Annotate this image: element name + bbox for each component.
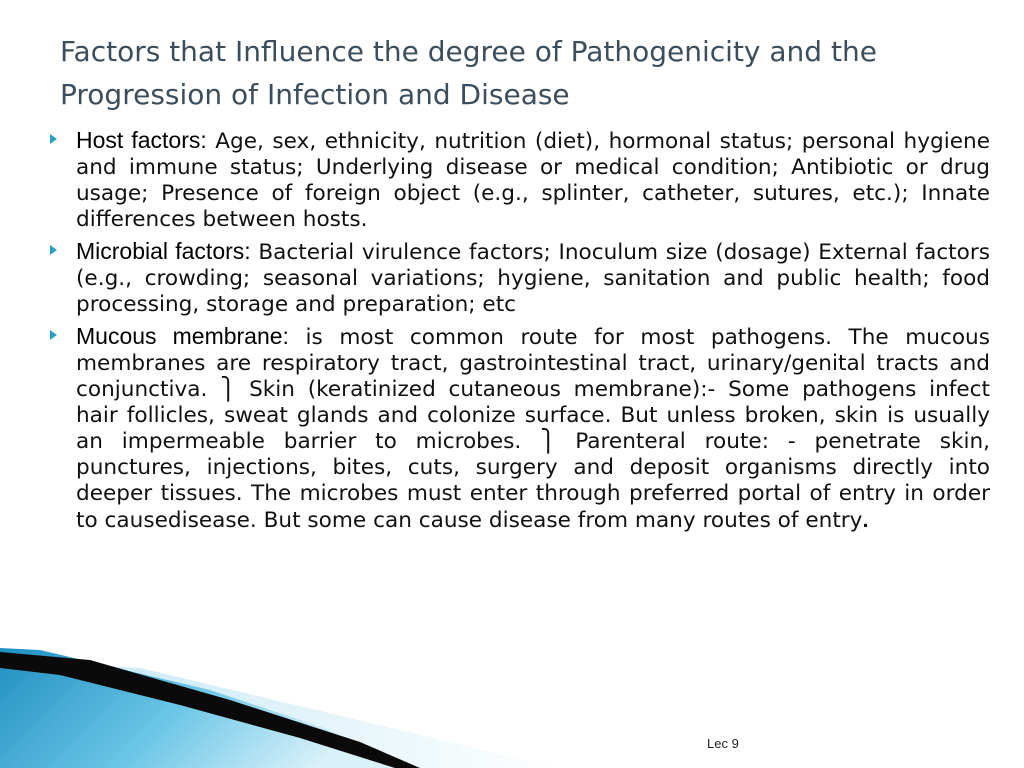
bullet-text: is most common route for most pathogens. The mucous membranes are respiratory tract, gastrointestinal tract, urinary/genital tracts and conjunctiva. ⎫ Skin (keratinized cutaneous membrane):- Some pathogens infect hair follicles, sweat glands and colonize surface. But unless broken, skin is usually an impermeable barrier to microbes. ⎫ Parenteral route: - penetrate skin, punctures, injections, bites, cuts, surgery and deposit organisms directly into deeper tissues. The microbes must enter through preferred portal of entry in order to causedisease. But some can cause disease from many routes of entry: [76, 325, 990, 533]
bullet-text: Bacterial virulence factors; Inoculum size (dosage) External factors (e.g., crowding; seasonal variations; hygiene, sanitation and public health; food processing, storage and preparation; etc: [76, 240, 990, 317]
bullet-end-period: .: [862, 507, 869, 532]
bullet-label: Mucous membrane:: [76, 323, 289, 349]
slide-title: Factors that Influence the degree of Pathogenicity and the Progression of Infection and Disease: [60, 35, 877, 111]
footer-lecture-number: Lec 9: [707, 736, 739, 751]
bullet-label: Microbial factors:: [76, 238, 251, 264]
bullet-label: Host factors:: [76, 127, 207, 153]
bullet-text: Age, sex, ethnicity, nutrition (diet), hormonal status; personal hygiene and immune status; Underlying disease or medical condition; Antibiotic or drug usage; Presence of foreign object (e.g., splinter, catheter, sutures, etc.); Innate differences between hosts.: [76, 129, 990, 232]
